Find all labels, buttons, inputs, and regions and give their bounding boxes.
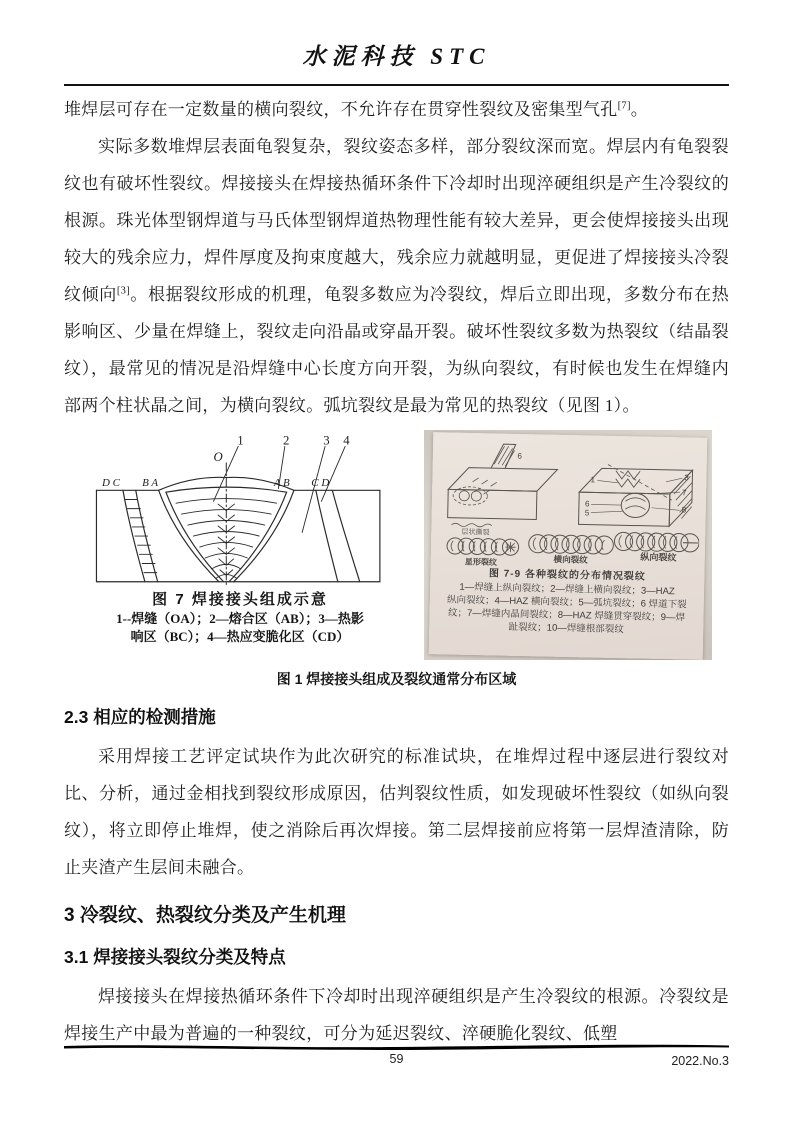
section-heading-3-1: 3.1 焊接接头裂纹分类及特点 (64, 947, 286, 967)
photo-caption-line2: 纵向裂纹；4—HAZ 横向裂纹；5—弧坑裂纹；6 焊道下裂 (446, 594, 687, 611)
photo-book-page (429, 432, 708, 660)
section-2-3-paragraph: 采用焊接工艺评定试块作为此次研究的标准试块，在堆焊过程中逐层进行裂纹对比、分析，通过金相找到裂纹形成原因，估判裂纹性质，如发现破坏性裂纹（如纵向裂纹），将立即停止堆焊，使之消除后再次焊接。第二层焊接前应将第一层焊渣清除，防止夹渣产生层间未融合。 (64, 747, 729, 877)
photo-label-longitudinal-crack: 纵向裂纹 (640, 551, 677, 563)
fig7-legend-line2: 响区（BC）；4—热应变脆化区（CD） (130, 629, 350, 644)
fig7-legend-line1: 1--焊缝（OA）；2—熔合区（AB）；3—热影 (116, 611, 364, 626)
footer-row (64, 1051, 729, 1071)
fig7-zone-ab: A B (273, 476, 290, 489)
photo-label-transverse-crack: 横向裂纹 (553, 554, 588, 565)
citation-7: [7] (617, 100, 631, 112)
photo-mark-6b: 6 (584, 499, 590, 509)
citation-3: [3] (116, 285, 131, 297)
paragraph-2-part1: 实际多数堆焊层表面龟裂复杂，裂纹姿态多样，部分裂纹深而宽。焊层内有龟裂裂纹也有破坏性裂纹。焊接接头在焊接热循环条件下冷却时出现淬硬组织是产生冷裂纹的根源。珠光体型钢焊道与马氏体型钢焊道热物理性能有较大差异，更会使焊接接头出现较大的残余应力，焊件厚度及拘束度越大，残余应力就越明显，更促进了焊接接头冷裂纹倾向 (64, 137, 729, 304)
photo-caption-line1: 1—焊缝上纵向裂纹；2—焊缝上横向裂纹；3—HAZ (459, 581, 675, 598)
fig7-mark-1: 1 (237, 433, 244, 448)
photo-mark-6a: 6 (517, 451, 523, 461)
fig7-zone-dc: D C (101, 476, 120, 489)
photo-caption (431, 566, 702, 638)
paragraph-continued-end: 。 (630, 100, 649, 119)
crack-types-illustration (437, 436, 702, 571)
photo-caption-title: 图 7-9 各种裂纹的分布情况裂纹 (488, 568, 646, 583)
header-rule (64, 84, 729, 86)
footer-page-number: 59 (389, 1052, 404, 1066)
photo-mark-8: 8 (681, 505, 687, 515)
section-3-1-paragraph: 焊接接头在焊接热循环条件下冷却时出现淬硬组织是产生冷裂纹的根源。冷裂纹是焊接生产中最为普遍的一种裂纹，可分为延迟裂纹、淬硬脆化裂纹、低塑 (64, 987, 729, 1043)
footer-issue: 2022.No.3 (671, 1054, 729, 1068)
fig7-mark-4: 4 (343, 433, 350, 448)
fig7-point-o: O (213, 450, 223, 465)
page-footer (64, 1042, 729, 1071)
photo-mark-7: 7 (681, 488, 687, 498)
photo-caption-line3: 纹；7—焊缝内晶间裂纹；8—HAZ 焊缝贯穿裂纹；9—焊 (447, 607, 686, 624)
fig7-mark-3: 3 (323, 433, 330, 448)
journal-title: 水泥科技 STC (302, 44, 491, 69)
paragraph-continued-text: 堆焊层可存在一定数量的横向裂纹，不允许存在贯穿性裂纹及密集型气孔 (64, 100, 618, 119)
fig7-zone-cd: C D (311, 476, 330, 489)
figure-1 (64, 430, 729, 662)
fig7-mark-2: 2 (282, 433, 290, 448)
fig7-zone-ba: B A (142, 476, 159, 489)
paragraph-continued (64, 91, 729, 128)
section-heading-3: 3 冷裂纹、热裂纹分类及产生机理 (64, 905, 346, 926)
photo-caption-line4: 趾裂纹；10—焊缝根部裂纹 (508, 621, 624, 636)
paragraph-2-part2: 。根据裂纹形成的机理，龟裂多数应为冷裂纹，焊后立即出现，多数分布在热影响区、少量在焊缝上，裂纹走向沿晶或穿晶开裂。破坏性裂纹多数为热裂纹（结晶裂纹），最常见的情况是沿焊缝中心长度方向开裂，为纵向裂纹，有时候也发生在焊缝内部两个柱状晶之间，为横向裂纹。弧坑裂纹是最为常见的热裂纹（见图 1）。 (64, 285, 729, 415)
paragraph-2 (64, 128, 729, 424)
fig7-title: 图 7 焊接接头组成示意 (152, 591, 328, 608)
weld-joint-diagram (64, 430, 416, 646)
weld-joint-diagram-svg (70, 430, 410, 590)
photo-label-star-crack: 星形裂纹 (464, 557, 498, 567)
figure-1-caption: 图 1 焊接接头组成及裂纹通常分布区域 (276, 671, 517, 687)
photo-mark-5: 5 (584, 508, 590, 518)
photo-label-lamellar: 层状撕裂 (461, 529, 490, 537)
photo-mark-3: 3 (684, 473, 689, 483)
footer-rule (64, 1042, 729, 1051)
crack-distribution-photo (424, 430, 712, 660)
page-body (0, 91, 793, 1052)
photo-mark-1: 1 (590, 475, 596, 485)
section-heading-2-3: 2.3 相应的检测措施 (64, 707, 216, 727)
